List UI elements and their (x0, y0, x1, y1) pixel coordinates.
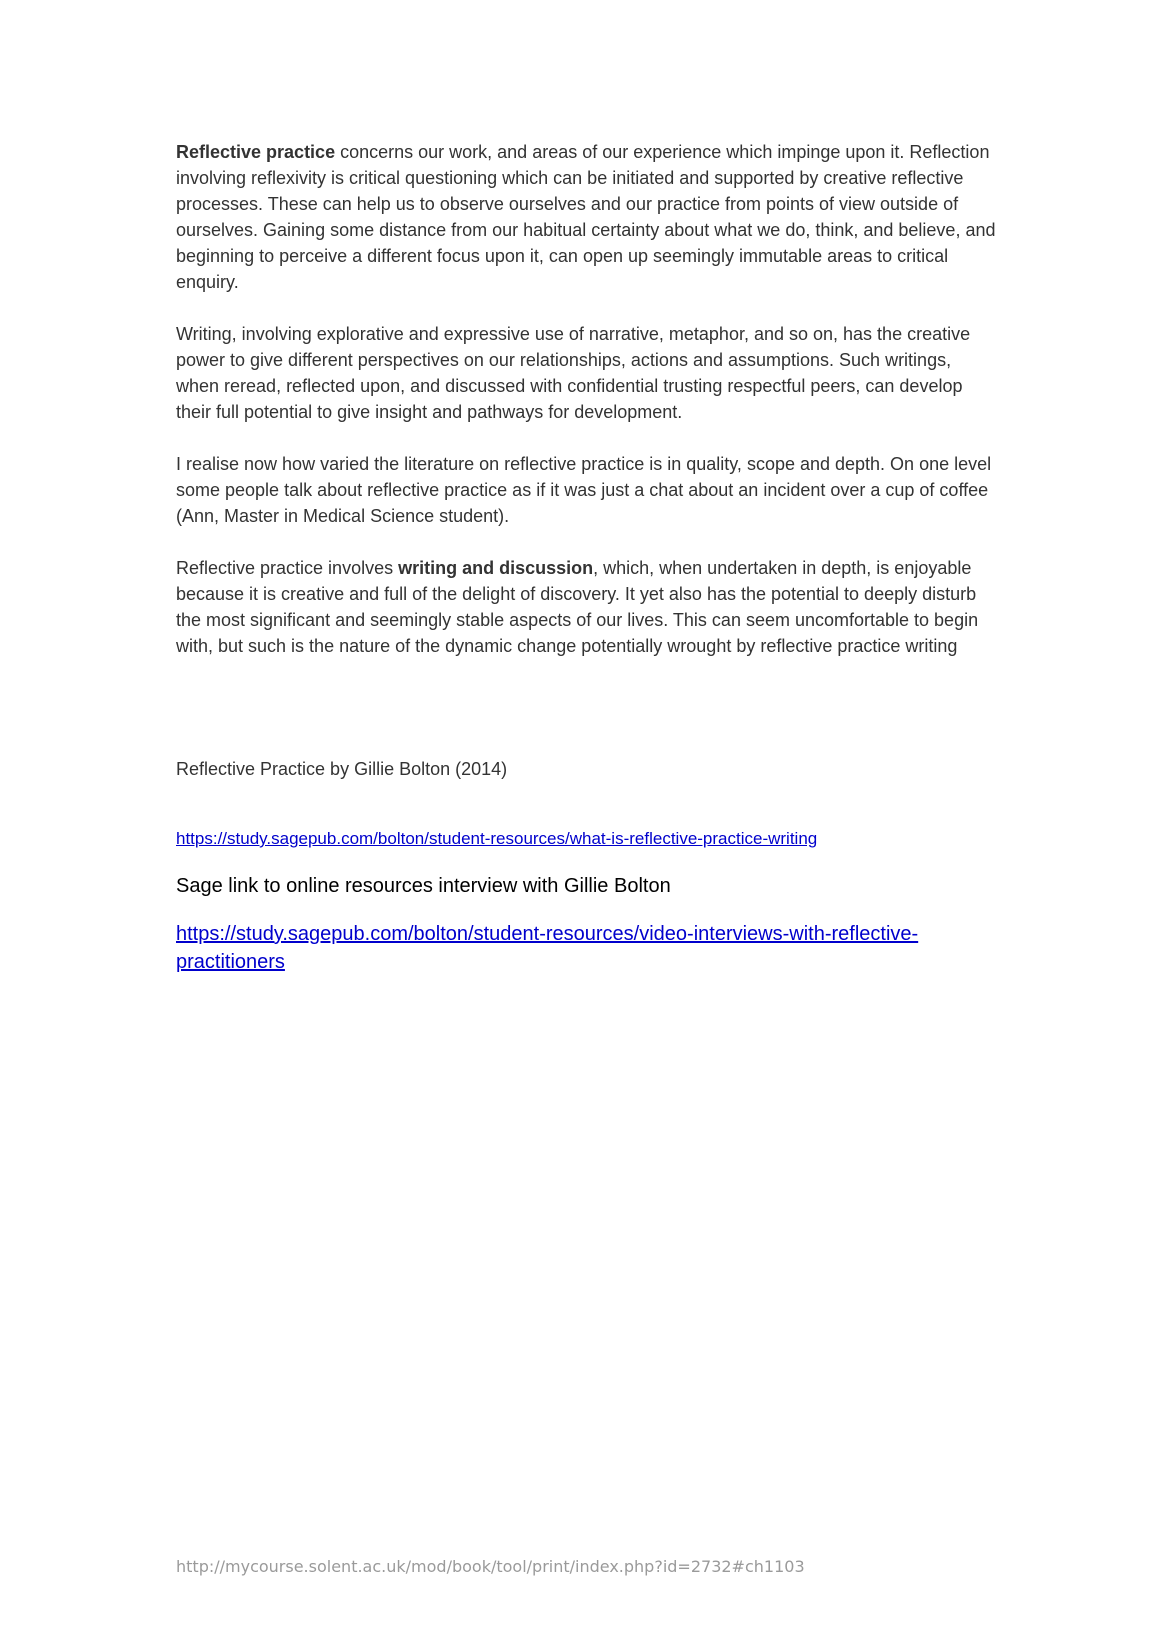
document-body (176, 139, 996, 685)
sage-link-label: Sage link to online resources interview with Gillie Bolton (176, 875, 671, 897)
paragraph-writing: Writing, involving explorative and expressive use of narrative, metaphor, and so on, has the creative power to give different perspectives on our relationships, actions and assumptions. Such writings, when reread, reflected upon, and discussed with confidential trusting respectful peers, can develop their full potential to give insight and pathways for development. (176, 324, 971, 422)
paragraph-definition (176, 139, 996, 295)
paragraph-involves-before: Reflective practice involves (176, 558, 399, 578)
link-what-is-reflective-practice[interactable]: https://study.sagepub.com/bolton/student-resources/what-is-reflective-practice-writing (176, 829, 818, 848)
paragraph-definition-text: concerns our work, and areas of our experience which impinge upon it. Reflection involving reflexivity is critical questioning which can be initiated and supported by creative reflective processes. These can help us to observe ourselves and our practice from points of view outside of ourselves. Gaining some distance from our habitual certainty about what we do, think, and believe, and beginning to perceive a different focus upon it, can open up seemingly immutable areas to critical enquiry. (176, 142, 996, 292)
paragraph-involves (176, 555, 996, 659)
footer-url: http://mycourse.solent.ac.uk/mod/book/tool/print/index.php?id=2732#ch1103 (176, 1557, 805, 1576)
link-video-interviews[interactable]: https://study.sagepub.com/bolton/student-resources/video-interviews-with-reflective-practitioners (176, 923, 919, 973)
bold-term-reflective-practice: Reflective practice (176, 142, 336, 162)
citation: Reflective Practice by Gillie Bolton (2014) (176, 759, 508, 779)
paragraph-involves-after: , which, when undertaken in depth, is enjoyable because it is creative and full of the delight of discovery. It yet also has the potential to deeply disturb the most significant and seemingly stable aspects of our lives. This can seem uncomfortable to begin with, but such is the nature of the dynamic change potentially wrought by reflective practice writing (176, 558, 979, 656)
bold-term-writing-discussion: writing and discussion (398, 558, 594, 578)
paragraph-quote: I realise now how varied the literature on reflective practice is in quality, scope and depth. On one level some people talk about reflective practice as if it was just a chat about an incident over a cup of coffee (Ann, Master in Medical Science student). (176, 454, 992, 526)
